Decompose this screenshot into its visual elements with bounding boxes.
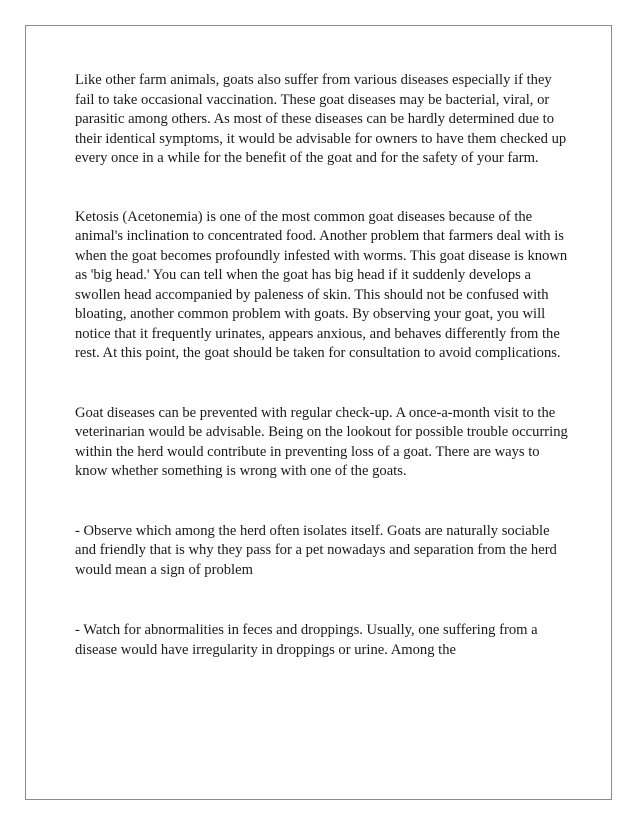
document-page xyxy=(25,25,612,800)
paragraph-observe-isolation: - Observe which among the herd often isolates itself. Goats are naturally sociable and friendly that is why they pass for a pet nowadays and separation from the herd would mean a sign of problem xyxy=(75,522,557,578)
paragraph-intro: Like other farm animals, goats also suffer from various diseases especially if they fail to take occasional vaccination. These goat diseases may be bacterial, viral, or parasitic among others. As most of these diseases can be hardly determined due to their identical symptoms, it would be advisable for owners to have them checked up every once in a while for the benefit of the goat and for the safety of your farm. xyxy=(75,72,567,166)
paragraph-ketosis: Ketosis (Acetonemia) is one of the most common goat diseases because of the animal's inclination to concentrated food. Another problem that farmers deal with is when the goat becomes profoundly infested with worms. This goat disease is known as 'big head.' You can tell when the goat has big head if it suddenly develops a swollen head accompanied by paleness of skin. This should not be confused with bloating, another common problem with goats. By observing your goat, you will notice that it frequently urinates, appears anxious, and behaves differently from the rest. At this point, the goat should be taken for consultation to avoid complications. xyxy=(75,208,568,361)
document-body xyxy=(75,71,570,660)
paragraph-watch-droppings: - Watch for abnormalities in feces and droppings. Usually, one suffering from a disease would have irregularity in droppings or urine. Among the xyxy=(75,622,538,658)
paragraph-prevention: Goat diseases can be prevented with regular check-up. A once-a-month visit to the veterinarian would be advisable. Being on the lookout for possible trouble occurring within the herd would contribute in preventing loss of a goat. There are ways to know whether something is wrong with one of the goats. xyxy=(75,404,568,479)
